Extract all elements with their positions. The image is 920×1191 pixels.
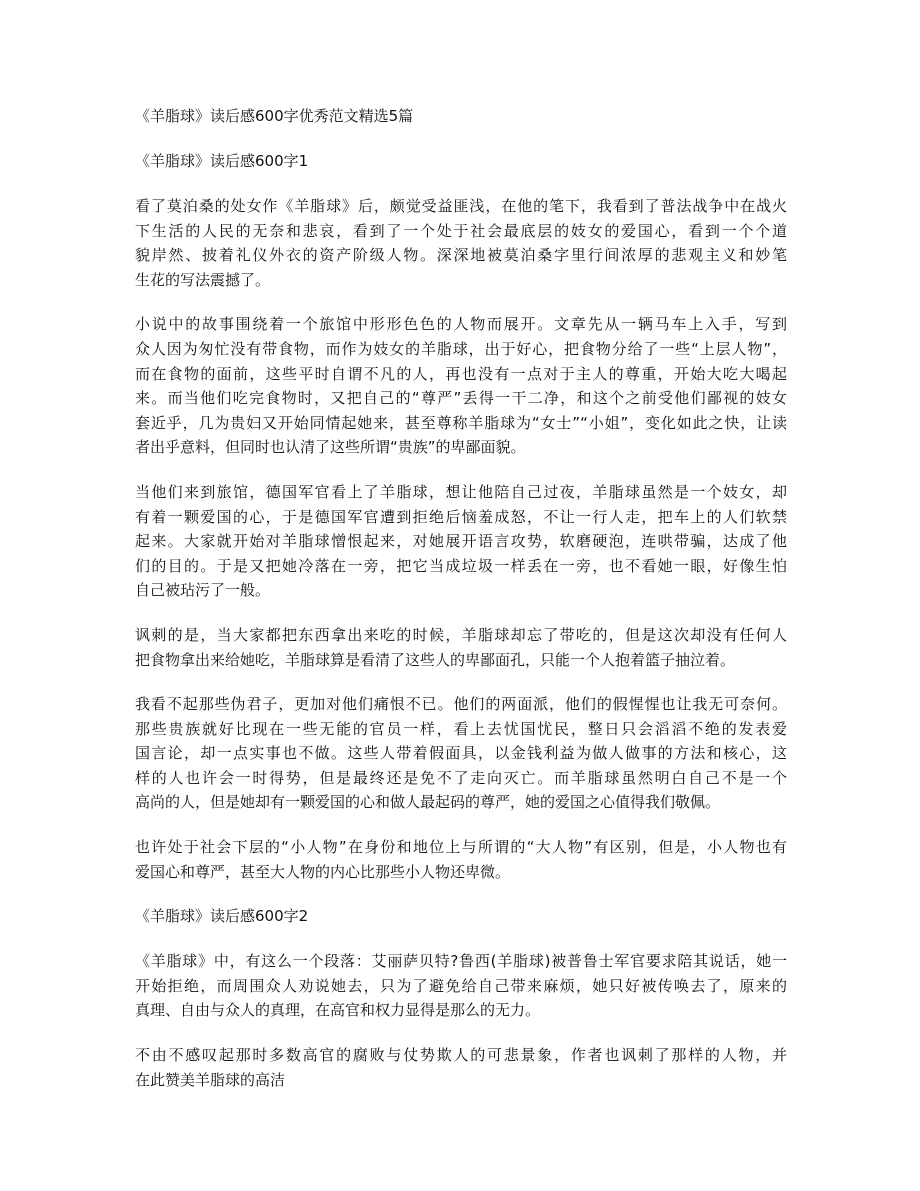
text-line: 我看不起那些伪君子，更加对他们痛恨不已。他们的两面派，他们的假惺惺也让我无可奈何。 [135, 695, 787, 714]
text-line: 讽刺的是，当大家都把东西拿出来吃的时候，羊脂球却忘了带吃的，但是这次却没有任何人 [135, 625, 787, 644]
text-line: 当他们来到旅馆，德国军官看上了羊脂球，想让他陪自己过夜，羊脂球虽然是一个妓女，却 [135, 482, 787, 501]
text-line: 《羊脂球》中，有这么一个段落：艾丽萨贝特?鲁西(羊脂球)被普鲁士军官要求陪其说话，她一 [135, 952, 787, 971]
paragraph-4 [135, 623, 787, 672]
text-line: 爱国心和尊严，甚至大人物的内心比那些小人物还卑微。 [135, 862, 511, 881]
text-line: 那些贵族就好比现在一些无能的官员一样，看上去忧国忧民，整日只会滔滔不绝的发表爱 [135, 719, 787, 738]
section-heading-2: 《羊脂球》读后感600字2 [135, 907, 309, 926]
text-line: 貌岸然、披着礼仪外衣的资产阶级人物。深深地被莫泊桑字里行间浓厚的悲观主义和妙笔 [135, 246, 787, 265]
text-line: 套近乎，几为贵妇又开始同情起她来，甚至尊称羊脂球为“女士”“小姐”，变化如此之快，让读 [135, 413, 787, 432]
document-body [135, 149, 787, 1092]
text-line: 来。而当他们吃完食物时，又把自己的“尊严”丢得一干二净，和这个之前受他们鄙视的妓女 [135, 389, 787, 408]
text-line: 者出乎意料，但同时也认清了这些所谓“贵族”的卑鄙面貌。 [135, 438, 526, 457]
text-line: 自己被玷污了一般。 [135, 581, 271, 600]
paragraph-2 [135, 312, 787, 460]
text-line: 不由不感叹起那时多数高官的腐败与仗势欺人的可悲景象，作者也讽刺了那样的人物，并 [135, 1046, 787, 1065]
text-line: 高尚的人，但是她却有一颗爱国的心和做人最起码的尊严，她的爱国之心值得我们敬佩。 [135, 793, 721, 812]
text-line: 样的人也许会一时得势，但是最终还是免不了走向灭亡。而羊脂球虽然明白自己不是一个 [135, 768, 787, 787]
paragraph-5 [135, 692, 787, 815]
paragraph-7 [135, 949, 787, 1023]
text-line: 下生活的人民的无奈和悲哀，看到了一个处于社会最底层的妓女的爱国心，看到一个个道 [135, 221, 787, 240]
text-line: 把食物拿出来给她吃，羊脂球算是看清了这些人的卑鄙面孔，只能一个人抱着篮子抽泣着。 [135, 650, 736, 669]
text-line: 生花的写法震撼了。 [135, 270, 271, 289]
document-title: 《羊脂球》读后感600字优秀范文精选5篇 [135, 107, 414, 125]
paragraph-1 [135, 194, 787, 292]
text-line: 们的目的。于是又把她冷落在一旁，把它当成垃圾一样丢在一旁，也不看她一眼，好像生怕 [135, 556, 787, 575]
paragraph-6 [135, 835, 787, 884]
text-line: 也许处于社会下层的“小人物”在身份和地位上与所谓的“大人物”有区别，但是，小人物也有 [135, 838, 787, 857]
text-line: 众人因为匆忙没有带食物，而作为妓女的羊脂球，出于好心，把食物分给了一些“上层人物”， [135, 339, 787, 358]
section-heading-1: 《羊脂球》读后感600字1 [135, 152, 309, 170]
paragraph-3 [135, 480, 787, 603]
text-line: 看了莫泊桑的处女作《羊脂球》后，颇觉受益匪浅，在他的笔下，我看到了普法战争中在战火 [135, 197, 787, 215]
text-line: 在此赞美羊脂球的高洁 [135, 1070, 286, 1089]
paragraph-8 [135, 1043, 787, 1092]
text-line: 小说中的故事围绕着一个旅馆中形形色色的人物而展开。文章先从一辆马车上入手，写到 [135, 315, 787, 334]
text-line: 起来。大家就开始对羊脂球憎恨起来，对她展开语言攻势，软磨硬泡，连哄带骗，达成了他 [135, 532, 787, 551]
document-page [135, 104, 787, 1112]
text-line: 有着一颗爱国的心，于是德国军官遭到拒绝后恼羞成怒，不让一行人走，把车上的人们软禁 [135, 507, 787, 526]
text-line: 真理、自由与众人的真理，在高官和权力显得是那么的无力。 [135, 1001, 541, 1020]
text-line: 而在食物的面前，这些平时自谓不凡的人，再也没有一点对于主人的尊重，开始大吃大喝起 [135, 364, 787, 383]
text-line: 国言论，却一点实事也不做。这些人带着假面具，以金钱利益为做人做事的方法和核心，这 [135, 744, 787, 763]
text-line: 开始拒绝，而周围众人劝说她去，只为了避免给自己带来麻烦，她只好被传唤去了，原来的 [135, 976, 787, 995]
